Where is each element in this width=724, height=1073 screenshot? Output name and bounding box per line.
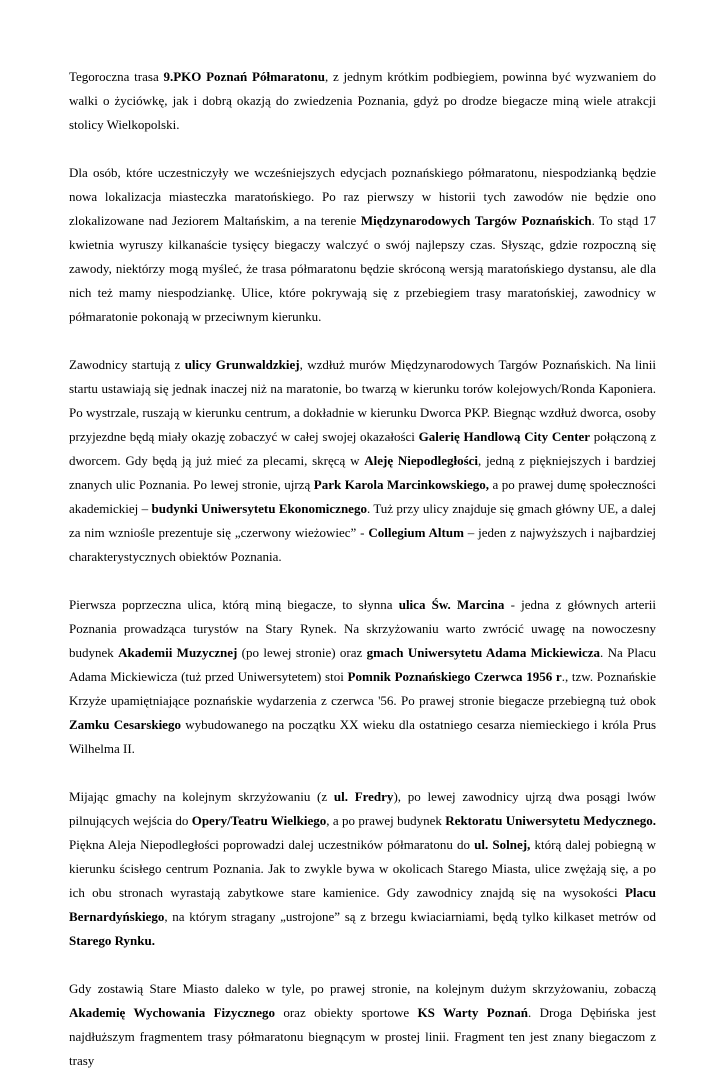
text-run: połączoną z dworcem. Gdy będą ją już mieć za plecami, skręcą w [69,429,656,468]
bold-phrase: 9.PKO Poznań Półmaratonu [163,69,325,84]
text-run: Dla osób, które uczestniczyły we wcześniejszych edycjach poznańskiego półmaratonu, niespodzianką będzie nowa lokalizacja miasteczka maratońskiego. Po raz pierwszy w historii tych zawodów nie będzie ono zlokalizowane nad Jeziorem Maltańskim, a na terenie [69,165,656,228]
paragraph-intro [69,65,656,137]
text-run: Pierwsza poprzeczna ulica, którą miną biegacze, to słynna [69,597,399,612]
text-run: którą dalej pobiegną w kierunku ścisłego centrum Poznania. Jak to zwykle bywa w okolicach Starego Miasta, ulice zwężają się, a po ich obu stronach wyrastają zabytkowe stare kamienice. Gdy zawodnicy znajdą się na wysokości [69,837,657,900]
bold-phrase: budynki Uniwersytetu Ekonomicznego [151,501,367,516]
paragraph-debinska [69,977,656,1073]
text-run: , wzdłuż murów Międzynarodowych Targów Poznańskich. Na linii startu ustawiają się jednak inaczej niż na maratonie, bo twarzą w kierunku torów kolejowych/Ronda Kaponiera. Po wystrzale, ruszają w kierunku centrum, a dokładnie w kierunku Dworca PKP. Biegnąc wzdłuż dworca, osoby przyjezdne będą miały okazję zobaczyć w całej swojej okazałości [69,357,657,444]
text-run: , na którym stragany „ustrojone” są z brzegu kwiaciarniami, będą tylko kilkaset metrów od [164,909,656,924]
paragraph-start [69,353,656,569]
text-run: , jedną z piękniejszych i bardziej znanych ulic Poznania. Po lewej stronie, ujrzą [69,453,656,492]
text-run: oraz obiekty sportowe [274,1005,418,1020]
paragraph-location [69,161,656,329]
bold-phrase: ul. Fredry [333,789,394,804]
text-run: wybudowanego na początku XX wieku dla ostatniego cesarza niemieckiego i króla Prus Wilhelma II. [69,717,656,756]
paragraph-fredry [69,785,656,953]
text-run: – jeden z najwyższych i najbardziej charakterystycznych obiektów Poznania. [69,525,656,564]
bold-phrase: Akademię Wychowania Fizycznego [69,1005,275,1020]
bold-phrase: ul. Solnej, [474,837,531,852]
bold-phrase: Galerię Handlową City Center [418,429,591,444]
text-run: . To stąd 17 kwietnia wyruszy kilkanaście tysięcy biegaczy walczyć o swój najlepszy czas. Słysząc, gdzie rozpoczną się zawody, niektórzy mogą myśleć, że trasa półmaratonu będzie skróconą wersją maratońskiego dystansu, ale dla nich też mamy niespodziankę. Ulice, które pokrywają się z przebiegiem trasy maratońskiej, zawodnicy w półmaratonie pokonają w przeciwnym kierunku. [69,213,656,324]
bold-phrase: Opery/Teatru Wielkiego [191,813,327,828]
bold-phrase: ulicy Grunwaldzkiej [184,357,300,372]
bold-phrase: Park Karola Marcinkowskiego, [313,477,489,492]
text-run: Piękna Aleja Niepodległości poprowadzi dalej uczestników półmaratonu do [69,837,475,852]
text-run: . Na Placu Adama Mickiewicza (tuż przed Uniwersytetem) stoi [69,645,656,684]
bold-phrase: Collegium Altum [368,525,464,540]
bold-phrase: Placu Bernardyńskiego [69,885,656,924]
bold-phrase: Zamku Cesarskiego [69,717,181,732]
bold-phrase: Rektoratu Uniwersytetu Medycznego. [445,813,656,828]
text-run: - jedna z głównych arterii Poznania prowadząca turystów na Stary Rynek. Na skrzyżowaniu warto zwrócić uwagę na nowoczesny budynek [69,597,656,660]
bold-phrase: Pomnik Poznańskiego Czerwca 1956 r [347,669,562,684]
text-run: a po prawej dumę społeczności akademickiej – [69,477,656,516]
text-run: Gdy zostawią Stare Miasto daleko w tyle, po prawej stronie, na kolejnym dużym skrzyżowaniu, zobaczą [69,981,656,996]
text-run: (po lewej stronie) oraz [237,645,367,660]
bold-phrase: KS Warty Poznań [417,1005,528,1020]
text-run: , z jednym krótkim podbiegiem, powinna być wyzwaniem do walki o życiówkę, jak i dobrą okazją do zwiedzenia Poznania, gdyż po drodze biegacze miną wiele atrakcji stolicy Wielkopolski. [69,69,657,132]
text-run: . Tuż przy ulicy znajduje się gmach główny UE, a dalej za nim wzniośle prezentuje się „czerwony wieżowiec” - [69,501,657,540]
text-run: , a po prawej budynek [326,813,446,828]
bold-phrase: Starego Rynku. [69,933,155,948]
bold-phrase: ulica Św. Marcina [398,597,505,612]
bold-phrase: Akademii Muzycznej [118,645,238,660]
bold-phrase: Międzynarodowych Targów Poznańskich [360,213,592,228]
text-run: ., tzw. Poznańskie Krzyże upamiętniające poznańskie wydarzenia z czerwca '56. Po prawej stronie biegacze przebiegną tuż obok [69,669,657,708]
paragraph-sw-marcina [69,593,656,761]
bold-phrase: Aleję Niepodległości [364,453,479,468]
text-run: ), po lewej zawodnicy ujrzą dwa posągi lwów pilnujących wejścia do [69,789,657,828]
text-run: . Droga Dębińska jest najdłuższym fragmentem trasy półmaratonu biegnącym w prostej linii. Fragment ten jest znany biegaczom z trasy [69,1005,656,1068]
text-run: Mijając gmachy na kolejnym skrzyżowaniu (z [69,789,334,804]
document-body [69,65,656,1073]
text-run: Tegoroczna trasa [69,69,164,84]
text-run: Zawodnicy startują z [69,357,185,372]
bold-phrase: gmach Uniwersytetu Adama Mickiewicza [366,645,600,660]
